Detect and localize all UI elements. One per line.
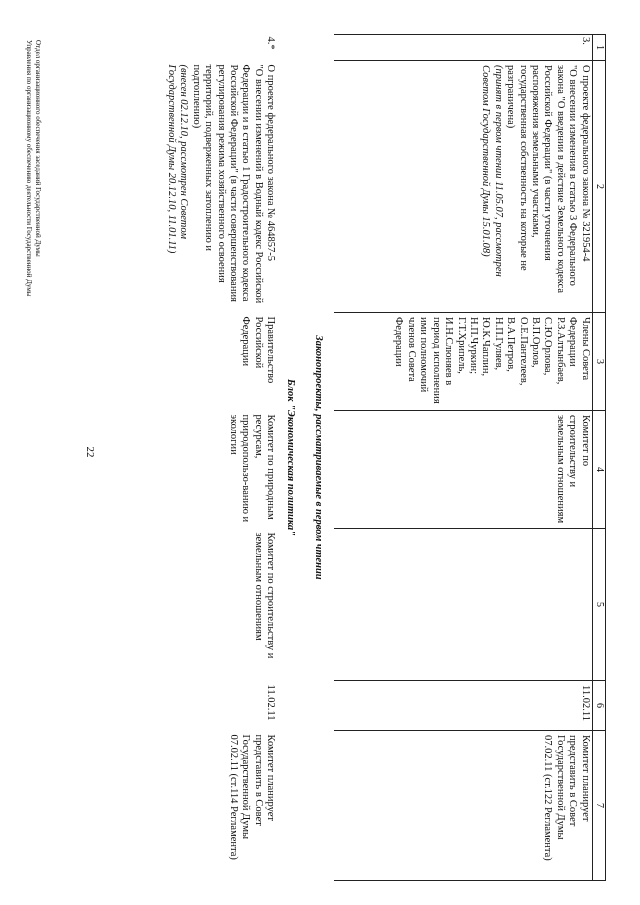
col-header-3: 3: [592, 313, 605, 411]
date: 11.02.11: [334, 681, 592, 731]
col-header-5: 5: [592, 529, 605, 681]
footer: [25, 40, 42, 296]
section-heading: Законопроекты, рассматриваемые в первом чтении: [313, 335, 325, 580]
committee: Комитет по строительству и земельным отношениям: [334, 411, 592, 529]
col-header-7: 7: [592, 731, 605, 881]
bills-table: [164, 34, 606, 881]
bill-note: (внесен 02.12.10, рассмотрен Советом Государственной Думы 20.12.10, 11.01.11): [166, 64, 190, 254]
row-number: 4.*: [265, 36, 277, 50]
initiator: Правительство Российской Федерации: [240, 316, 277, 384]
co-committee: [334, 529, 592, 681]
date: 11.02.11: [265, 684, 277, 721]
bill-title: О проекте федерального закона № 464857-5: [265, 64, 277, 262]
page-number: 22: [84, 446, 96, 458]
comment: Комитет планирует представить в Совет Государственной Думы 07.02.11 (ст.122 Регламента): [334, 731, 592, 881]
row-number: 3.: [334, 35, 592, 61]
block-heading-row: [277, 35, 305, 881]
header-row: [592, 35, 605, 881]
bill-description: [334, 61, 592, 313]
initiator: Члены Совета Федерации Р.З.Алтынбаев, С.Ю.Орлова, В.П.Орлов, О.Е.Пантелеев, В.А.Петров, Н.П.Гуляев, Ю.К.Чаплин, Н.П.Чуркин; Г.Т.Хрипель, И.Н.Слюняев в период исполнения ими полномочий членов Совета Федерации: [334, 313, 592, 411]
committee: Комитет по природным ресурсам, природопользо-ванию и экологии: [228, 414, 277, 523]
bill-body: "О внесении изменений в Водный кодекс Российской Федерации и в статью 1 Градостроительного кодекса Российской Федерации" (в части совершенствования регулирования режима хозяйственного освоения территорий, подверженных затоплению и подтоплению): [190, 64, 264, 304]
table-row: [164, 35, 278, 881]
block-heading: Блок "Экономическая политика": [284, 378, 296, 537]
bill-description: [164, 61, 278, 313]
footer-line-1: Отдел организационного обеспечения заседаний Государственной Думы: [34, 40, 42, 257]
footer-line-2: Управления по организационному обеспечению деятельности Государственной Думы: [25, 40, 34, 297]
comment: Комитет планирует представить в Совет Государственной Думы 07.02.11 (ст.114 Регламента): [228, 734, 277, 860]
bill-note: (принят в первом чтении 11.05.07, рассмотрен Советом Государственной Думы 15.01.08): [480, 65, 504, 277]
bill-title: О проекте федерального закона № 321954-4: [579, 65, 591, 262]
col-header-6: 6: [592, 681, 605, 731]
table-row: [334, 35, 592, 881]
col-header-1: 1: [592, 35, 605, 61]
section-heading-row: [306, 35, 334, 881]
col-header-4: 4: [592, 411, 605, 529]
co-committee: Комитет по строительству и земельным отношениям: [252, 532, 277, 659]
bill-body: "О внесении изменения в статью 3 Федерального закона "О введении в действие Земельного кодекса Российской Федерации" (в части уточнения распоряжения земельными участками, государственная собственность на которые не разграничена): [505, 65, 579, 294]
col-header-2: 2: [592, 61, 605, 313]
